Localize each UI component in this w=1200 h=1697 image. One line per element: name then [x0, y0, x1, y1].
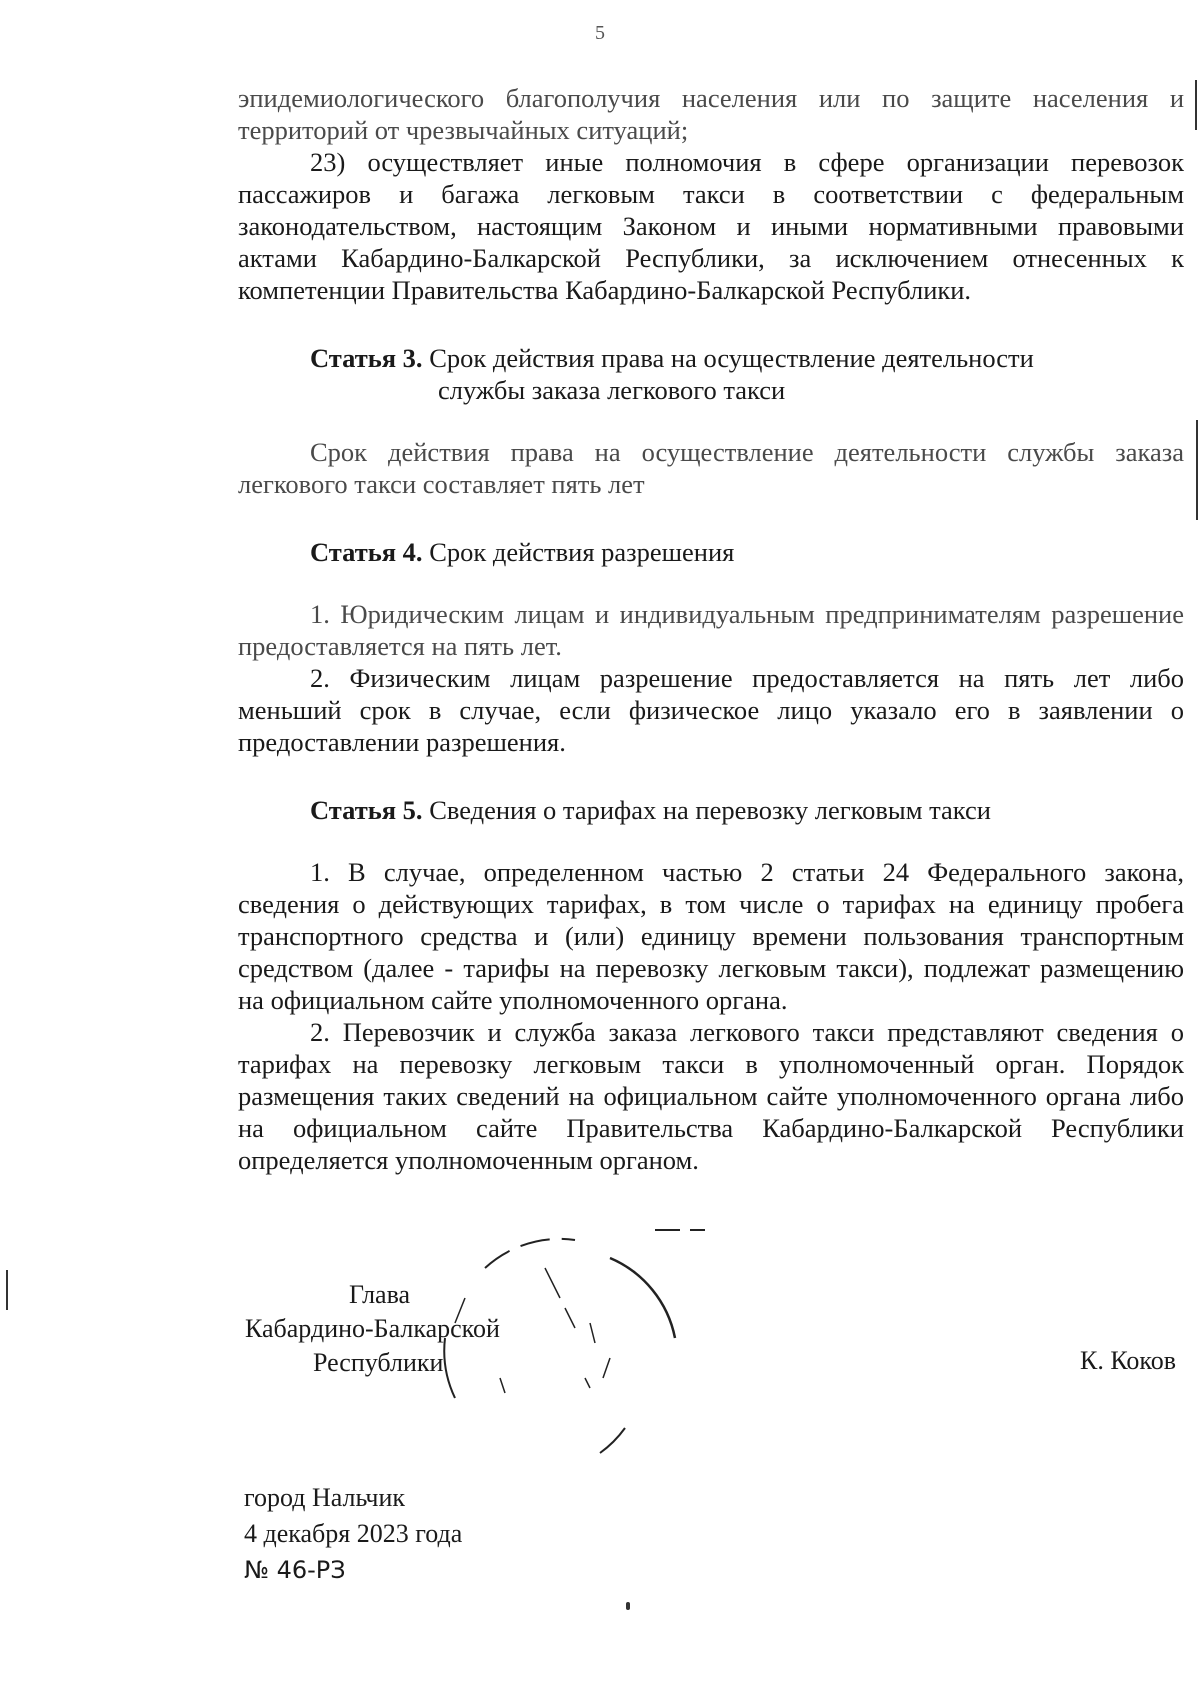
item-23: 23) осуществляет иные полномочия в сфере организации перевозок пассажиров и багажа легковым такси в соответствии с федеральным законодательством, настоящим Законом и иными нормативными правовыми актами Кабардино-Балкарской Республики, за исключением отнесенных к компетенции Правительства Кабардино-Балкарской Республики.	[238, 147, 1184, 305]
place-date-block	[244, 1480, 462, 1588]
article-5-paragraph-2: 2. Перевозчик и служба заказа легкового такси представляют сведения о тарифах на перевозку легковым такси в уполномоченный орган. Порядок размещения таких сведений на официальном сайте уполномоченного органа либо на официальном сайте Правительства Кабардино-Балкарской Республики определяется уполномоченным органом.	[238, 1017, 1184, 1175]
article-4-label: Статья 4.	[310, 537, 423, 567]
article-4-paragraph-1: 1. Юридическим лицам и индивидуальным предпринимателям разрешение предоставляется на пять лет.	[238, 599, 1184, 661]
article-5-paragraph-1: 1. В случае, определенном частью 2 статьи 24 Федерального закона, сведения о действующих тарифах, в том числе о тарифах на единицу пробега транспортного средства и (или) единицу времени пользования транспортным средством (далее - тарифы на перевозку легковым такси), подлежат размещению на официальном сайте уполномоченного органа.	[238, 857, 1184, 1015]
article-4-paragraph-2: 2. Физическим лицам разрешение предоставляется на пять лет либо меньший срок в случае, если физическое лицо указало его в заявлении о предоставлении разрешения.	[238, 663, 1184, 757]
article-5-label: Статья 5.	[310, 795, 423, 825]
article-3-text: Срок действия права на осуществление деятельности службы заказа легкового такси составляет пять лет	[238, 437, 1184, 499]
scan-edge-mark	[1195, 80, 1197, 130]
article-3-label: Статья 3.	[310, 343, 423, 373]
article-4-heading	[238, 536, 1184, 568]
article-3-title-line1: Срок действия права на осуществление деятельности	[429, 343, 1034, 373]
scan-edge-mark	[1196, 420, 1198, 520]
signature-title-line3: Республики	[313, 1348, 444, 1377]
date: 4 декабря 2023 года	[244, 1519, 463, 1548]
document-body	[238, 82, 1184, 1176]
law-number: № 46-РЗ	[244, 1556, 346, 1584]
article-5-title: Сведения о тарифах на перевозку легковым такси	[429, 795, 991, 825]
signer-name: К. Коков	[1080, 1346, 1176, 1375]
article-3-title-line2: службы заказа легкового такси	[438, 375, 786, 405]
article-5-heading	[238, 794, 1184, 826]
intro-continuation: эпидемиологического благополучия населения или по защите населения и территорий от чрезвычайных ситуаций;	[238, 83, 1184, 145]
scan-edge-mark	[6, 1270, 8, 1310]
article-4-title: Срок действия разрешения	[429, 537, 735, 567]
signature-title-line2: Кабардино-Балкарской	[245, 1314, 500, 1343]
signature-block	[245, 1278, 500, 1380]
article-3-heading	[238, 342, 1184, 406]
signature-title-line1: Глава	[349, 1280, 411, 1309]
scan-dot	[626, 1602, 630, 1610]
page-number: 5	[595, 22, 605, 44]
city: город Нальчик	[244, 1483, 406, 1512]
